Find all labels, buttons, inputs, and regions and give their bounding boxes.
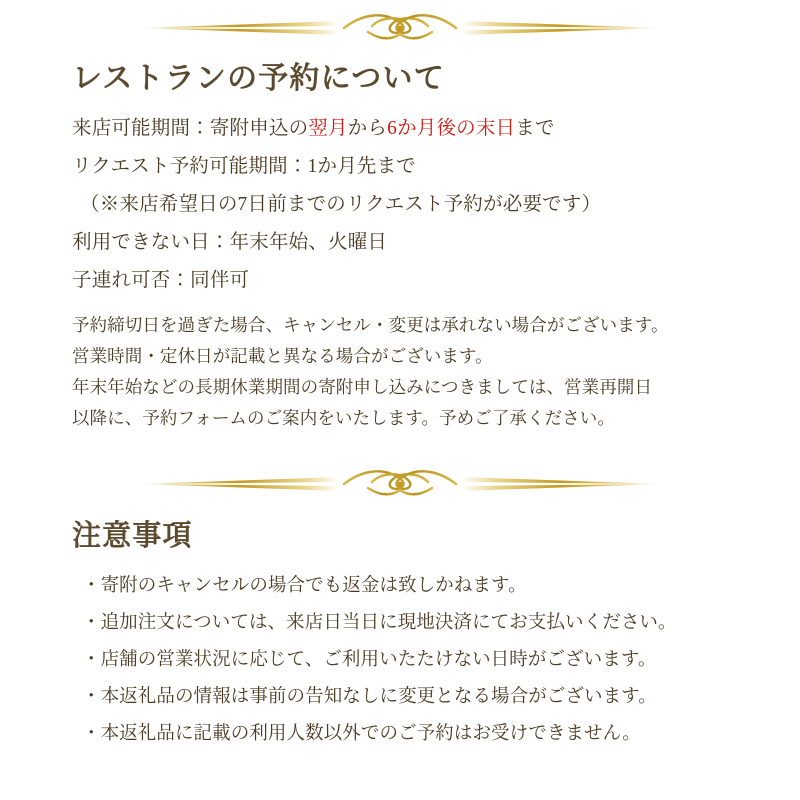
info-text: （※来店希望日の7日前までのリクエスト予約が必要です） [80, 193, 602, 215]
list-item [72, 224, 736, 262]
info-text: まで [515, 117, 555, 139]
info-text: 利用できない日：年末年始、火曜日 [72, 231, 388, 253]
note-line: 営業時間・定休日が記載と異なる場合がございます。 [72, 345, 493, 366]
info-text: リクエスト予約可能期間：1か月先まで [72, 155, 416, 177]
info-text: 子連れ可否：同伴可 [72, 269, 250, 291]
reservation-info-list [72, 110, 736, 300]
list-item [72, 110, 736, 148]
ornamental-divider-middle [0, 456, 800, 512]
cautions-section [0, 512, 800, 753]
list-item: ・本返礼品の情報は事前の告知なしに変更となる場合がございます。 [82, 687, 657, 708]
info-text: 来店可能期間：寄附申込の [72, 117, 309, 139]
list-item: ・本返礼品に記載の利用人数以外でのご予約はお受けできません。 [82, 724, 641, 745]
page-title: レストランの予約について [72, 62, 445, 95]
reservation-section [0, 56, 800, 434]
list-item [72, 186, 736, 224]
note-line: 年末年始などの長期休業期間の寄附申し込みにつきましては、営業再開日 [72, 376, 653, 397]
info-highlight: 6か月後の末日 [387, 117, 516, 139]
info-highlight: 翌月 [308, 117, 348, 139]
list-item: ・追加注文については、来店日当日に現地決済にてお支払いください。 [82, 613, 677, 634]
reservation-notes [72, 310, 736, 435]
list-item [72, 262, 736, 300]
note-line: 以降に、予約フォームのご案内をいたします。予めご了承ください。 [72, 408, 615, 428]
info-text: から [347, 117, 388, 139]
cautions-title: 注意事項 [72, 520, 193, 553]
list-item: ・店舗の営業状況に応じて、ご利用いたたけない日時がございます。 [82, 650, 657, 671]
cautions-list [72, 568, 736, 753]
list-item: ・寄附のキャンセルの場合でも返金は致しかねます。 [82, 576, 527, 597]
list-item [72, 148, 736, 186]
ornamental-divider-top [0, 0, 800, 56]
note-line: 予約締切日を過ぎた場合、キャンセル・変更は承れない場合がございます。 [72, 314, 669, 335]
